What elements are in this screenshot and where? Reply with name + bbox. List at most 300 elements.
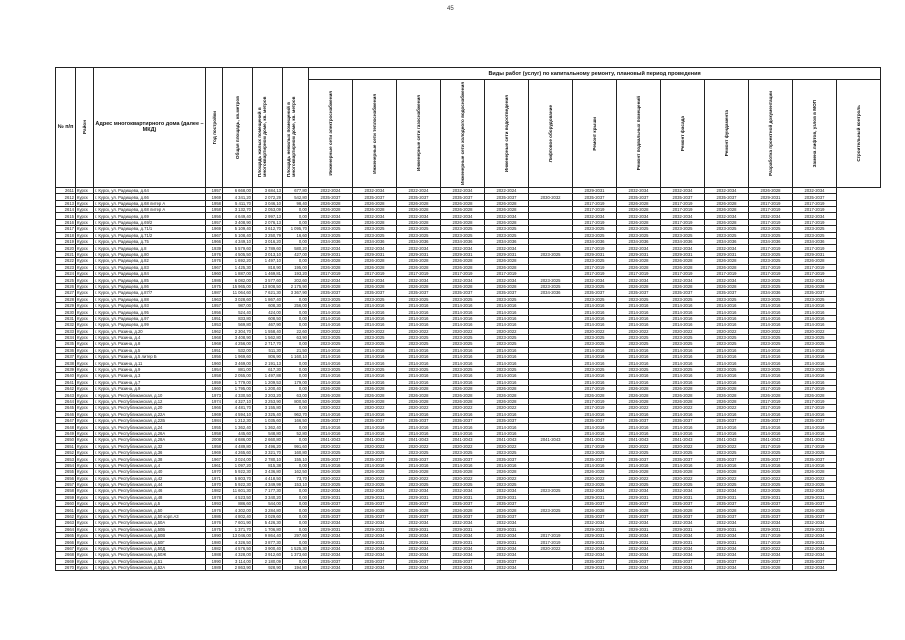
table-cell: 2034-2036 [573,239,617,245]
table-cell: 2020-2022 [485,405,529,411]
table-cell: 2017-2019 [793,398,837,404]
table-cell: 2034-2036 [309,239,353,245]
table-cell: 2035-2037 [617,501,661,507]
capital-repair-table [55,67,881,571]
table-cell: 617,30 [253,366,283,372]
table-cell: 2014-2016 [661,322,705,328]
table-cell: 2645 [56,405,76,411]
table-cell: 2032-2034 [793,564,837,570]
table-cell: 2032-2034 [309,488,353,494]
table-cell: г. Курск, ул. Разина, д.9 [94,366,206,372]
table-cell: 4 341,20 [223,194,253,200]
table-cell: Курск [76,545,94,551]
table-cell: 2032-2034 [573,545,617,551]
table-cell: 2014-2016 [485,322,529,328]
table-cell: Курск [76,564,94,570]
table-cell: 2017-2019 [749,264,793,270]
table-cell: 2014-2016 [661,373,705,379]
table-cell: 2014-2016 [617,379,661,385]
table-cell: г. Курск, ул. Республиканская, д.51 [94,558,206,564]
table-cell: 2017-2019 [353,271,397,277]
table-cell: 2 304,70 [223,328,253,334]
table-cell: 1955 [206,424,223,430]
table-cell: 2023-2025 [441,296,485,302]
table-cell: 4 349,99 [253,481,283,487]
table-cell: 2023-2025 [397,232,441,238]
table-cell: 2034-2036 [353,239,397,245]
table-cell: 2014-2016 [573,373,617,379]
table-cell: 2014-2016 [617,424,661,430]
table-cell: 2657 [56,481,76,487]
table-cell: 2014-2016 [485,424,529,430]
table-cell: 1969 [206,411,223,417]
table-cell: Курск [76,437,94,443]
header-work-6: Ремонт крыши [573,80,617,188]
table-cell: г. Курск, ул. Республиканская, д.28А [94,437,206,443]
table-cell: 2628 [56,296,76,302]
table-cell: 2032-2034 [485,545,529,551]
table-cell: 2023-2025 [485,481,529,487]
table-cell: 2029-2031 [705,251,749,257]
table-cell: 2014-2016 [617,322,661,328]
table-cell: 2020-2022 [705,328,749,334]
table-cell: 2032-2034 [309,245,353,251]
table-cell: 2035-2037 [397,558,441,564]
table-cell: 2035-2037 [353,417,397,423]
table-cell: 1966 [206,405,223,411]
table-cell: 2023-2025 [441,232,485,238]
table-cell: 886,60 [223,501,253,507]
table-cell: 2035-2037 [309,513,353,519]
table-cell: 2630 [56,309,76,315]
table-cell: 2014-2016 [705,322,749,328]
table-cell: 2029-2031 [309,539,353,545]
table-cell: 3 132,70 [223,207,253,213]
table-cell: 2642 [56,386,76,392]
table-cell: 2035-2037 [617,513,661,519]
table-cell: Курск [76,219,94,225]
table-cell: г. Курск, ул. Республиканская, д.44 [94,481,206,487]
table-cell: 1960 [206,360,223,366]
table-cell: 1 779,00 [223,379,253,385]
table-cell: 2014-2016 [793,354,837,360]
table-cell: 427,00 [283,251,309,257]
table-cell: Курск [76,507,94,513]
table-cell: 1 160,10 [283,354,309,360]
table-cell: Курск [76,417,94,423]
table-cell: г. Курск, ул. Радищева, д.85 [94,277,206,283]
table-cell: 2 780,10 [253,456,283,462]
table-cell: 2032-2034 [705,245,749,251]
table-cell: 2020-2022 [309,475,353,481]
table-cell: 2014-2016 [661,347,705,353]
table-cell: 2032-2034 [441,213,485,219]
table-cell: 2023-2025 [573,334,617,340]
table-cell: 2035-2037 [661,456,705,462]
table-cell: 2023-2025 [661,226,705,232]
table-cell: 2026-2028 [749,392,793,398]
table-cell: Курск [76,245,94,251]
table-cell: 818,90 [253,264,283,270]
table-cell: 2026-2028 [309,507,353,513]
table-cell: г. Курск, ул. Радищева, д.68 литер А [94,207,206,213]
table-cell: г. Курск, ул. Радищева, д.68 литер А [94,200,206,206]
table-cell: 2023-2025 [309,449,353,455]
table-cell: 2032-2034 [353,277,397,283]
table-cell: 2032-2034 [397,533,441,539]
table-cell: 2023-2025 [793,296,837,302]
table-cell: 2017-2019 [705,271,749,277]
table-cell: 2026-2028 [309,386,353,392]
table-cell: 1958 [206,200,223,206]
table-cell: 2017-2019 [573,386,617,392]
table-cell: 2014-2016 [573,360,617,366]
table-cell: 2020-2022 [485,328,529,334]
table-cell: Курск [76,520,94,526]
table-cell: 2032-2034 [397,213,441,219]
table-cell: г. Курск, ул. Радищева, д.66 [94,194,206,200]
table-cell: 2023-2025 [749,366,793,372]
table-cell: 0,00 [283,373,309,379]
table-cell: 2014-2016 [309,379,353,385]
table-cell: 2023-2025 [529,283,573,289]
table-cell: 1 497,88 [253,373,283,379]
table-cell: 2029-2031 [661,526,705,532]
table-cell: Курск [76,322,94,328]
table-cell: 4 576,50 [223,545,253,551]
table-cell: 2014-2016 [485,354,529,360]
table-cell: 2032-2034 [309,277,353,283]
table-cell: 2014-2016 [397,360,441,366]
table-cell: Курск [76,200,94,206]
table-cell: 2032-2034 [617,545,661,551]
table-cell: 2035-2037 [705,456,749,462]
table-cell: Курск [76,258,94,264]
table-cell: 155,10 [283,456,309,462]
table-cell: 1 373,60 [283,552,309,558]
table-cell: 2014-2016 [617,360,661,366]
table-cell: 297,60 [283,533,309,539]
table-cell: 2014-2016 [749,302,793,308]
table-cell: 2032-2034 [573,213,617,219]
table-cell: 2026-2028 [617,507,661,513]
table-cell: Курск [76,494,94,500]
table-cell: 2032-2034 [793,187,837,193]
table-cell: 2023-2025 [441,226,485,232]
table-cell: 1959 [206,379,223,385]
table-cell: 2034-2036 [617,239,661,245]
table-cell: 2032-2034 [705,187,749,193]
table-cell: 0,00 [283,213,309,219]
table-cell: 2032-2034 [397,545,441,551]
table-cell: 2020-2022 [353,405,397,411]
header-work-11: Замена лифтов, узлов в МОП [793,80,837,188]
table-cell: 194,80 [283,564,309,570]
table-cell: Курск [76,533,94,539]
table-cell: 2029-2031 [661,251,705,257]
table-cell: 2023-2025 [573,366,617,372]
table-cell: 2032-2034 [705,488,749,494]
table-cell: 2026-2028 [573,392,617,398]
table-cell: 2020-2022 [397,328,441,334]
table-cell: 4 481,70 [223,405,253,411]
table-cell: 2617 [56,226,76,232]
table-cell: 2041-2043 [749,437,793,443]
table-cell: 2017-2019 [793,219,837,225]
table-cell: 2026-2028 [661,283,705,289]
table-cell: 2032-2034 [617,213,661,219]
table-cell: 2014-2016 [353,309,397,315]
table-cell: 2023-2025 [793,334,837,340]
table-cell: 2029-2031 [397,494,441,500]
table-cell: 2017-2019 [573,398,617,404]
table-cell: 2026-2028 [309,258,353,264]
table-cell: Курск [76,328,94,334]
table-cell: Курск [76,315,94,321]
table-cell: 0,00 [283,239,309,245]
table-cell: 1968 [206,334,223,340]
table-cell: 2023-2025 [749,481,793,487]
table-cell: 2032-2034 [661,187,705,193]
table-cell: 2029-2031 [573,251,617,257]
table-cell: 2026-2028 [485,507,529,513]
table-cell: 2014-2016 [353,360,397,366]
table-cell: 2014-2016 [661,379,705,385]
table-cell: 2020-2022 [441,443,485,449]
table-cell: 2014-2016 [705,309,749,315]
table-cell: 2014-2016 [573,302,617,308]
table-cell: 2026-2028 [397,219,441,225]
table-cell: 2669 [56,558,76,564]
table-cell: 2029-2031 [485,539,529,545]
table-cell: 2023-2025 [309,334,353,340]
table-cell: 2017-2019 [749,219,793,225]
table-cell: 2014-2016 [749,354,793,360]
table-cell: 608,50 [253,315,283,321]
table-cell: Курск [76,366,94,372]
table-cell: 2017-2019 [793,264,837,270]
table-cell: 2017-2019 [749,533,793,539]
table-cell: 2 660,80 [253,437,283,443]
table-cell: Курск [76,290,94,296]
table-cell: 2032-2034 [793,277,837,283]
table-cell: 2026-2028 [397,264,441,270]
table-cell: 2023-2025 [793,232,837,238]
table-cell: 2014-2016 [705,315,749,321]
table-cell: 2035-2037 [617,417,661,423]
table-cell: 2023-2025 [529,507,573,513]
table-cell: 2017-2019 [749,207,793,213]
table-cell: 2032-2034 [617,488,661,494]
table-cell: 2014-2016 [617,411,661,417]
table-cell: 2014-2016 [661,411,705,417]
table-cell: 0,00 [283,488,309,494]
table-cell: 2026-2028 [441,469,485,475]
table-cell: 1 095,70 [283,226,309,232]
table-cell: 0,00 [283,309,309,315]
table-cell: 1958 [206,207,223,213]
table-cell: 2032-2034 [617,277,661,283]
table-cell: Курск [76,354,94,360]
table-cell: 2029-2031 [661,494,705,500]
table-cell: 2017-2019 [397,271,441,277]
header-work-9: Ремонт фундамента [705,80,749,188]
table-cell: 2023-2025 [397,296,441,302]
table-cell: 22,60 [283,328,309,334]
table-cell: 2023-2025 [353,334,397,340]
table-cell: 11 064,60 [223,290,253,296]
table-cell: 1962 [206,328,223,334]
table-cell: 1969 [206,449,223,455]
table-cell: 2026-2028 [793,392,837,398]
table-cell: Курск [76,232,94,238]
table-cell: 2032-2034 [573,488,617,494]
table-cell: 7 621,30 [253,290,283,296]
table-cell: 2026-2028 [617,392,661,398]
table-cell: 2017-2019 [573,207,617,213]
table-cell: 3 577,60 [253,277,283,283]
table-cell: Курск [76,469,94,475]
table-cell: 2026-2028 [353,200,397,206]
table-cell: 2017-2019 [749,245,793,251]
table-cell: 2029-2031 [749,526,793,532]
table-cell: г. Курск, ул. Республиканская, д.46 [94,488,206,494]
table-cell: 2032-2034 [441,564,485,570]
table-cell: 2032-2034 [661,213,705,219]
table-cell: 2634 [56,334,76,340]
header-area-nonliving: Площадь нежилых помещений в многоквартирном доме, кв. метров [283,68,309,188]
table-cell: 1 558,40 [253,328,283,334]
table-cell: 511,30 [253,347,283,353]
table-cell: Курск [76,187,94,193]
table-cell: 2026-2028 [705,200,749,206]
table-cell: 2029-2031 [749,494,793,500]
table-cell: 2032-2034 [485,552,529,558]
table-cell: 2020-2022 [617,475,661,481]
table-cell: 2014-2016 [705,411,749,417]
table-cell: 2014-2016 [705,424,749,430]
table-cell: 2662 [56,513,76,519]
table-cell: 2014-2016 [309,462,353,468]
table-cell: 2023-2025 [309,481,353,487]
table-cell: 2 717,70 [253,341,283,347]
table-cell: 2029-2031 [617,539,661,545]
table-cell: 2035-2037 [353,558,397,564]
table-cell: 2014-2016 [485,302,529,308]
table-cell: 2026-2028 [617,258,661,264]
table-cell: г. Курск, ул. Разина, д.8 [94,341,206,347]
table-cell: 2017-2019 [573,264,617,270]
table-cell: 0,00 [283,219,309,225]
table-cell: 2014-2016 [749,315,793,321]
table-cell: г. Курск, ул. Республиканская, д.24 [94,424,206,430]
table-cell: г. Курск, ул. Республиканская, д.52А [94,564,206,570]
table-cell: 2032-2034 [353,545,397,551]
table-cell: 0,00 [283,258,309,264]
table-cell: 2034-2036 [749,290,793,296]
table-cell: 2026-2028 [309,283,353,289]
table-cell: 2020-2022 [485,475,529,481]
table-cell: 1 969,60 [223,354,253,360]
table-cell: 2616 [56,219,76,225]
table-cell: 2041-2043 [793,437,837,443]
table-cell: 5 411,70 [223,200,253,206]
table-cell: 4 302,00 [223,507,253,513]
table-cell: 2017-2019 [309,271,353,277]
table-cell: 542,80 [283,194,309,200]
table-cell: Курск [76,501,94,507]
table-cell: 2014-2016 [441,302,485,308]
table-cell: 0,00 [283,366,309,372]
table-cell: 2017-2019 [749,443,793,449]
table-cell: 2032-2034 [441,245,485,251]
table-cell: 2032-2034 [793,545,837,551]
table-cell: 16,60 [283,232,309,238]
table-cell: 2032-2034 [441,187,485,193]
table-cell: 2020-2022 [661,405,705,411]
table-cell: 3 436,80 [253,469,283,475]
table-cell: 2014-2016 [705,354,749,360]
table-cell: 2026-2028 [749,564,793,570]
table-cell: 21,50 [283,347,309,353]
table-cell: 2014-2016 [749,411,793,417]
table-cell: 2667 [56,545,76,551]
table-cell: 2035-2037 [793,194,837,200]
table-cell: 2032-2034 [485,564,529,570]
table-cell: 2023-2025 [353,226,397,232]
table-cell: 2026-2028 [661,258,705,264]
table-cell: 2014-2016 [441,354,485,360]
table-cell: Курск [76,558,94,564]
table-cell: 2014-2016 [397,354,441,360]
table-cell: 2014-2016 [749,360,793,366]
table-cell: 6 668,00 [223,187,253,193]
table-cell: 2014-2016 [441,309,485,315]
table-cell: 2029-2031 [441,526,485,532]
table-cell: 2029-2031 [485,526,529,532]
table-cell: 11 601,30 [223,488,253,494]
table-cell: Курск [76,513,94,519]
table-cell: 2035-2037 [397,194,441,200]
table-cell: 2020-2022 [353,443,397,449]
table-cell: 2035-2037 [793,456,837,462]
table-cell: 1986 [206,513,223,519]
table-cell: 580,20 [283,245,309,251]
table-cell: 0,00 [283,360,309,366]
table-cell: 1 887,00 [223,271,253,277]
table-cell: г. Курск, ул. Радищева, д.8 [94,245,206,251]
table-cell: 2032-2034 [705,533,749,539]
table-cell: 2022-2024 [309,187,353,193]
table-cell: 2035-2037 [309,194,353,200]
table-cell: 2032-2034 [661,545,705,551]
table-cell: 2023-2025 [705,341,749,347]
table-cell: 532,00 [223,347,253,353]
table-cell: 1960 [206,271,223,277]
table-cell: 3 253,90 [253,398,283,404]
table-cell: 2014-2016 [397,322,441,328]
table-cell: 2035-2037 [397,456,441,462]
table-cell: 2035-2037 [573,501,617,507]
table-cell: 2023-2025 [705,449,749,455]
table-cell: 162,50 [283,469,309,475]
header-area-living: Площадь жилых помещений в многоквартирном доме, кв. метров [253,68,283,188]
table-cell: 2032-2034 [793,552,837,558]
table-cell: 2035-2037 [661,513,705,519]
table-cell: 2032-2034 [749,520,793,526]
table-cell: 2647 [56,417,76,423]
table-cell: 1 867,40 [253,296,283,302]
